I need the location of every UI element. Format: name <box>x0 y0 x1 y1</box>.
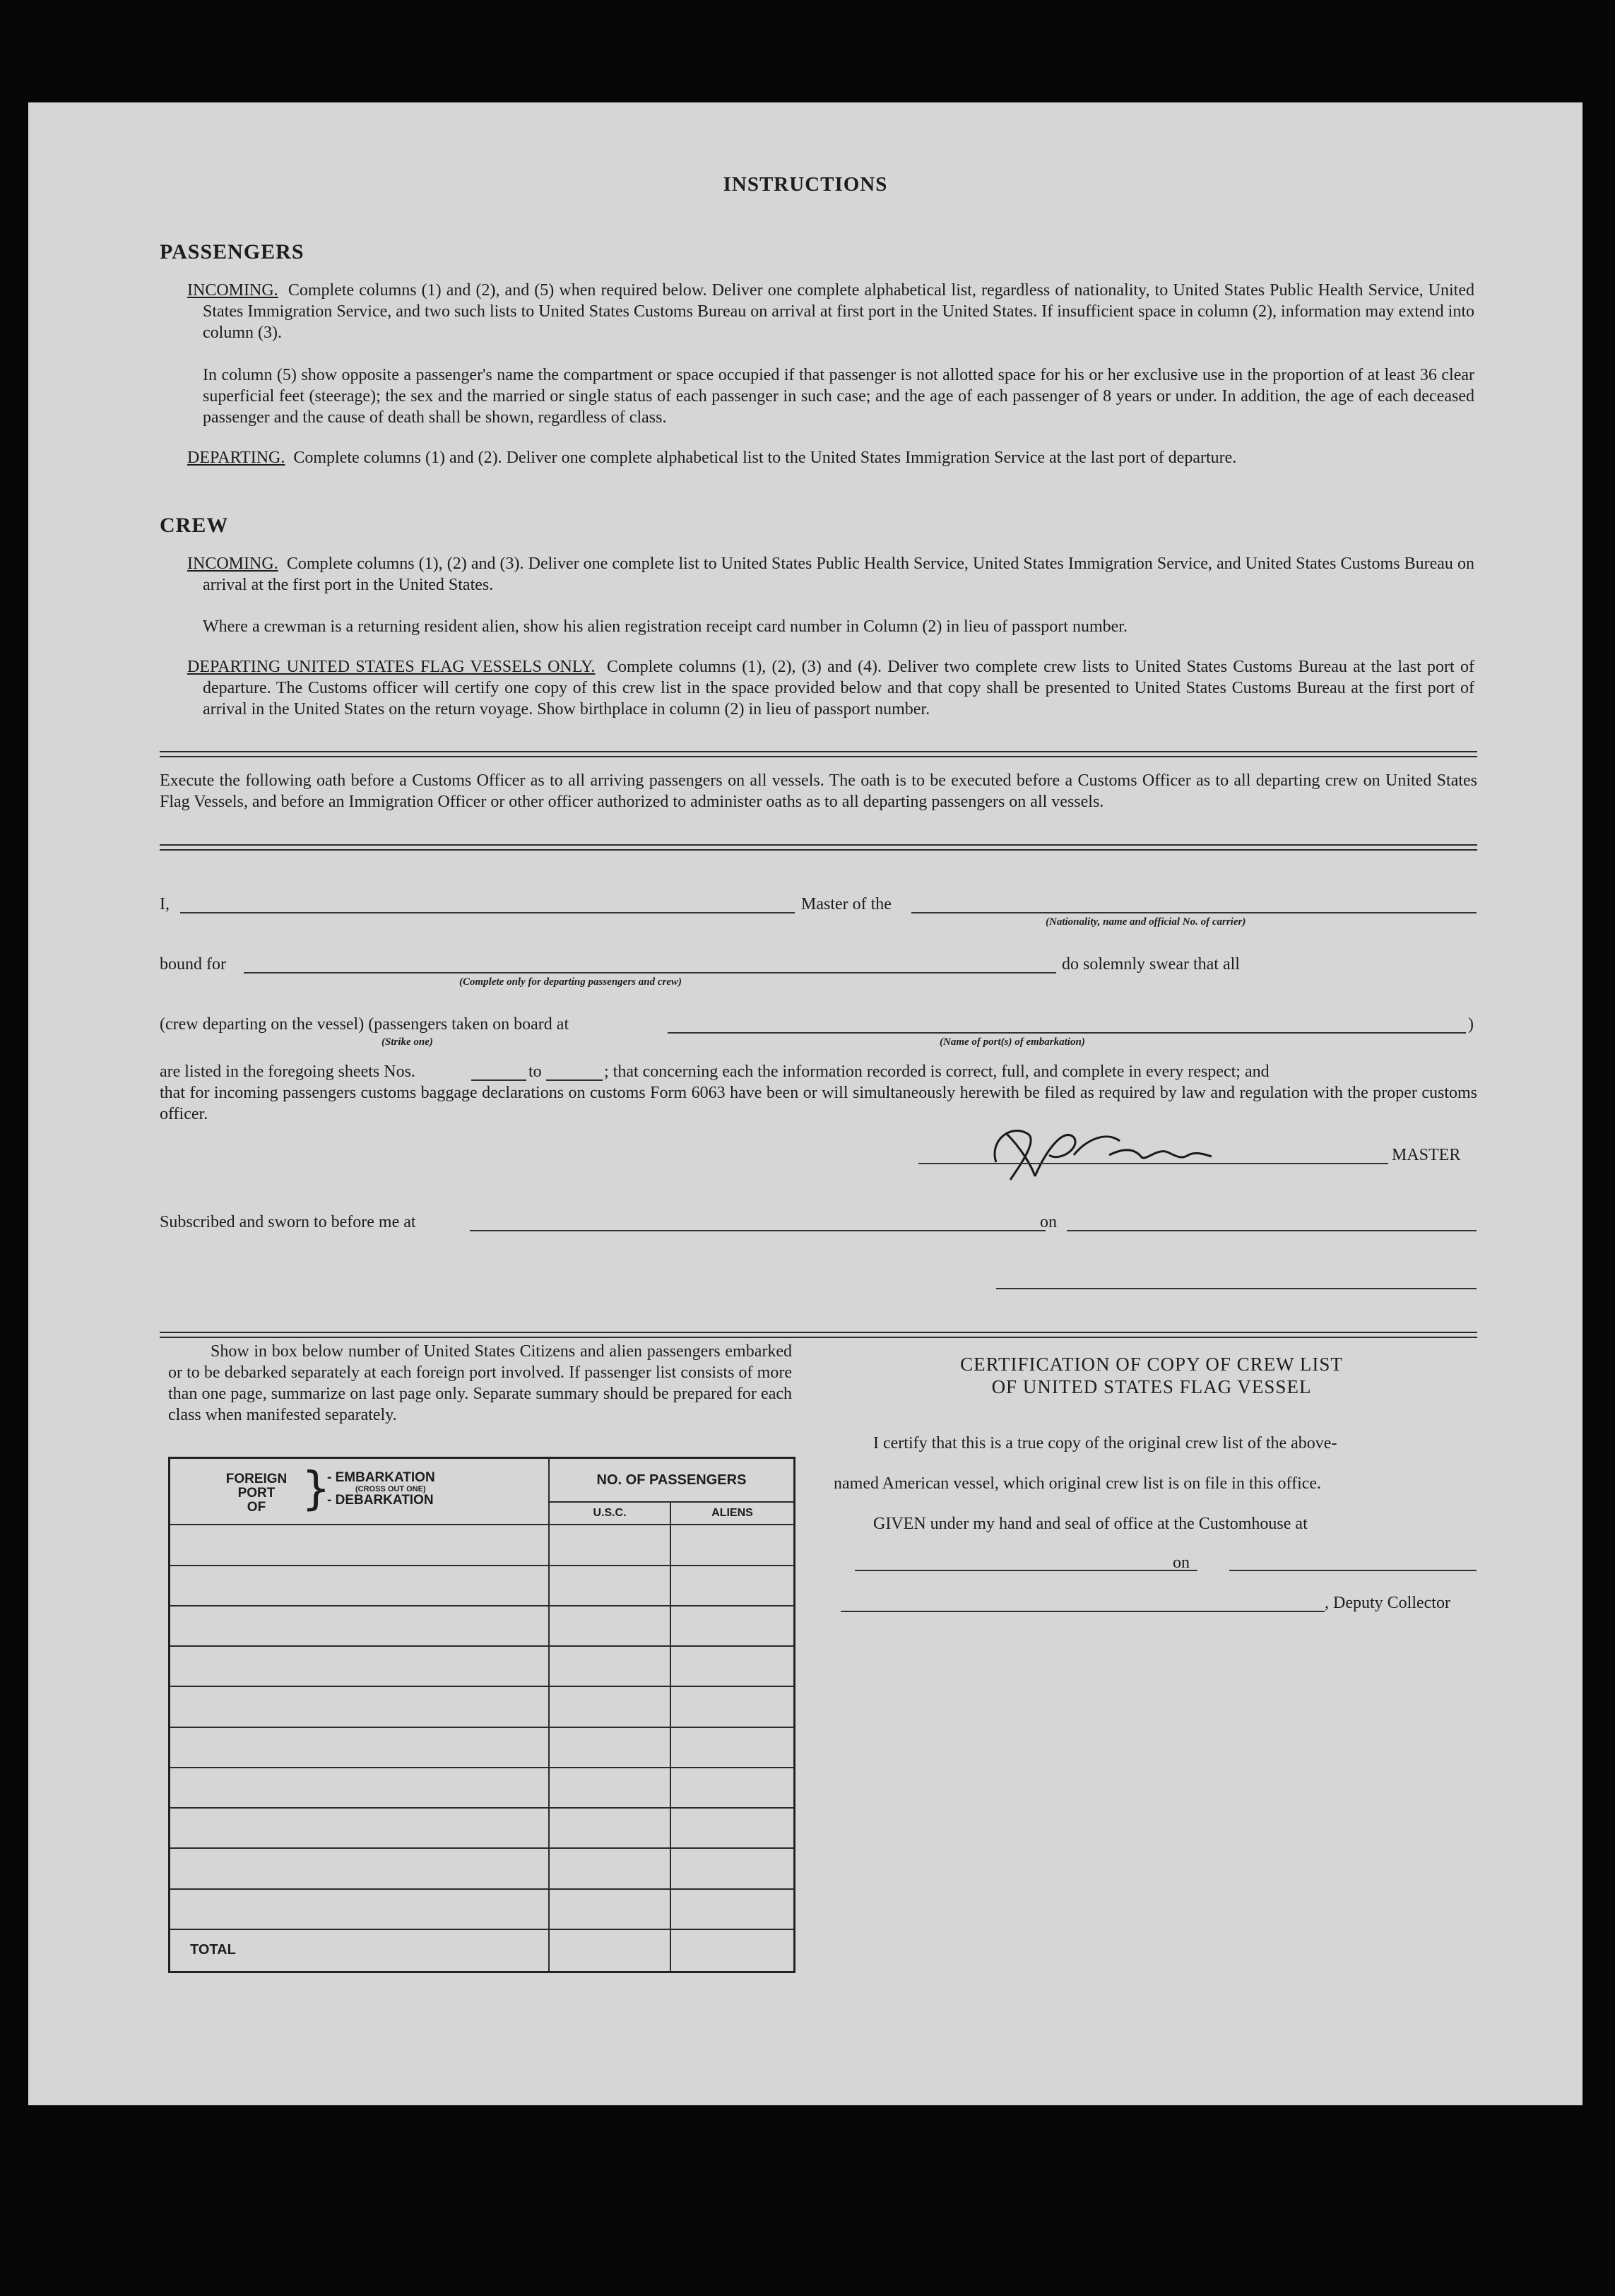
total-label: TOTAL <box>170 1929 550 1972</box>
aliens-cell[interactable] <box>670 1848 795 1888</box>
certification-title <box>827 1353 1477 1398</box>
deputy-collector-label: , Deputy Collector <box>1325 1594 1450 1612</box>
carrier-caption: (Nationality, name and official No. of carrier) <box>1046 916 1246 928</box>
listed-to-label: to <box>528 1063 542 1081</box>
bound-for-label: bound for <box>160 955 226 974</box>
port-cell[interactable] <box>170 1808 550 1848</box>
customhouse-field[interactable] <box>855 1570 1197 1571</box>
cross-out-note: (CROSS OUT ONE) <box>355 1485 426 1494</box>
aliens-cell[interactable] <box>670 1889 795 1929</box>
master-of-label: Master of the <box>801 895 892 913</box>
document-page <box>28 102 1583 2105</box>
sheet-to-field[interactable] <box>546 1079 603 1081</box>
master-signature-line[interactable] <box>918 1163 1388 1164</box>
aliens-cell[interactable] <box>670 1808 795 1848</box>
certify-text-line-2: named American vessel, which original crew list is on file in this office. <box>834 1474 1322 1493</box>
port-header-cell <box>170 1458 550 1525</box>
passengers-departing-text: Complete columns (1) and (2). Deliver one complete alphabetical list to the United States Immigration Service at the last port of departure. <box>293 449 1237 467</box>
swear-label: do solemnly swear that all <box>1062 955 1240 974</box>
certify-text-line-1: I certify that this is a true copy of the original crew list of the above- <box>873 1434 1337 1452</box>
aliens-cell[interactable] <box>670 1525 795 1565</box>
summary-row <box>170 1768 795 1808</box>
sworn-place-field[interactable] <box>470 1230 1046 1231</box>
certification-on-label: on <box>1173 1554 1190 1572</box>
aliens-cell[interactable] <box>670 1768 795 1808</box>
port-cell[interactable] <box>170 1889 550 1929</box>
aliens-cell[interactable] <box>670 1646 795 1686</box>
port-cell[interactable] <box>170 1566 550 1606</box>
bound-for-caption: (Complete only for departing passengers and crew) <box>459 976 682 988</box>
total-usc-cell[interactable] <box>549 1929 670 1972</box>
strike-one-caption: (Strike one) <box>381 1036 433 1048</box>
sworn-date-field[interactable] <box>1067 1230 1477 1231</box>
port-cell[interactable] <box>170 1727 550 1768</box>
officer-signature-line[interactable] <box>996 1288 1477 1289</box>
usc-cell[interactable] <box>549 1525 670 1565</box>
usc-cell[interactable] <box>549 1848 670 1888</box>
master-label: MASTER <box>1392 1146 1461 1164</box>
close-paren: ) <box>1468 1015 1474 1034</box>
debarkation-label: - DEBARKATION <box>327 1493 434 1508</box>
embarkation-port-field[interactable] <box>668 1032 1466 1034</box>
oath-i-label: I, <box>160 895 170 913</box>
port-cell[interactable] <box>170 1606 550 1646</box>
summary-row <box>170 1606 795 1646</box>
port-cell[interactable] <box>170 1848 550 1888</box>
crew-incoming-text: Complete columns (1), (2) and (3). Deliver one complete list to United States Public Health Service, United States Immigration Service, and United States Customs Bureau on arrival at the first port in the United States. <box>203 555 1475 594</box>
sheet-from-field[interactable] <box>471 1079 526 1081</box>
certification-date-field[interactable] <box>1229 1570 1477 1571</box>
summary-row <box>170 1889 795 1929</box>
given-text: GIVEN under my hand and seal of office at the Customhouse at <box>873 1515 1308 1533</box>
page-title: INSTRUCTIONS <box>723 173 888 196</box>
sworn-on-label: on <box>1040 1213 1057 1231</box>
usc-header: U.S.C. <box>549 1502 670 1525</box>
passengers-departing-label: DEPARTING. <box>187 449 285 467</box>
crew-incoming-label: INCOMING. <box>187 555 278 573</box>
crew-departing-label: DEPARTING UNITED STATES FLAG VESSELS ONLY. <box>187 658 596 676</box>
passengers-column5-text: In column (5) show opposite a passenger's name the compartment or space occupied if that passenger is not allotted space for his or her exclusive use in the proportion of at least 36 clear superficial feet (steerage); the sex and the married or single status of each passenger in such case; and the age of each passenger of 8 years or under. In addition, the age of each deceased passenger and the cause of death shall be shown, regardless of class. <box>203 366 1474 427</box>
usc-cell[interactable] <box>549 1727 670 1768</box>
embarkation-label: - EMBARKATION <box>327 1470 435 1486</box>
usc-cell[interactable] <box>549 1606 670 1646</box>
subscribed-label: Subscribed and sworn to before me at <box>160 1213 416 1231</box>
passenger-summary-table <box>168 1457 795 1973</box>
port-cell[interactable] <box>170 1686 550 1727</box>
usc-cell[interactable] <box>549 1768 670 1808</box>
crew-incoming-paragraph <box>187 553 1475 596</box>
summary-row <box>170 1727 795 1768</box>
crew-resident-alien-text: Where a crewman is a returning resident alien, show his alien registration receipt card number in Column (2) in lieu of passport number. <box>203 617 1128 636</box>
summary-row <box>170 1646 795 1686</box>
master-signature <box>968 1113 1236 1190</box>
section-divider <box>160 751 1477 757</box>
summary-row <box>170 1525 795 1565</box>
master-name-field[interactable] <box>180 912 795 913</box>
bound-for-field[interactable] <box>244 972 1056 974</box>
listed-text-end: that for incoming passengers customs baggage declarations on customs Form 6063 have been or will simultaneously herewith be filed as required by law and regulation with the proper customs officer. <box>160 1084 1477 1123</box>
port-cell[interactable] <box>170 1525 550 1565</box>
crew-departing-text: Complete columns (1), (2), (3) and (4). Deliver two complete crew lists to United States Customs Bureau at the last port of departure. The Customs officer will certify one copy of this crew list in the space provided below and that copy shall be presented to United States Customs Bureau at the first port of arrival in the United States on the return voyage. Show birthplace in column (2) in lieu of passport number. <box>203 658 1474 718</box>
aliens-cell[interactable] <box>670 1727 795 1768</box>
carrier-field[interactable] <box>911 912 1477 913</box>
passengers-departing-paragraph <box>187 447 1474 468</box>
section-divider <box>160 1332 1477 1338</box>
crew-heading: CREW <box>160 514 229 537</box>
deputy-signature-line[interactable] <box>841 1611 1325 1612</box>
port-caption: (Name of port(s) of embarkation) <box>940 1036 1085 1048</box>
usc-cell[interactable] <box>549 1646 670 1686</box>
oath-instructions: Execute the following oath before a Customs Officer as to all arriving passengers on all vessels. The oath is to be executed before a Customs Officer as to all departing crew on United States Flag Vessels, and before an Immigration Officer or other officer authorized to administer oaths as to all departing passengers on all vessels. <box>160 771 1477 811</box>
listed-text-start: are listed in the foregoing sheets Nos. <box>160 1063 415 1081</box>
summary-row <box>170 1848 795 1888</box>
passengers-incoming-label: INCOMING. <box>187 281 278 300</box>
port-cell[interactable] <box>170 1768 550 1808</box>
section-divider <box>160 844 1477 851</box>
summary-row <box>170 1686 795 1727</box>
crew-departing-paragraph <box>187 656 1474 720</box>
port-cell[interactable] <box>170 1646 550 1686</box>
certification-title-line-2: OF UNITED STATES FLAG VESSEL <box>991 1376 1312 1397</box>
foreign-label: FOREIGN <box>225 1472 288 1487</box>
brace-glyph: } <box>302 1463 331 1516</box>
summary-row <box>170 1808 795 1848</box>
aliens-header: ALIENS <box>670 1502 795 1525</box>
of-label: OF <box>247 1500 266 1515</box>
aliens-cell[interactable] <box>670 1686 795 1727</box>
passengers-incoming-paragraph <box>187 280 1474 343</box>
vessel-label: (crew departing on the vessel) (passengers taken on board at <box>160 1015 569 1034</box>
usc-cell[interactable] <box>549 1889 670 1929</box>
port-label: PORT <box>237 1486 276 1501</box>
total-aliens-cell[interactable] <box>670 1929 795 1972</box>
usc-cell[interactable] <box>549 1808 670 1848</box>
certification-title-line-1: CERTIFICATION OF COPY OF CREW LIST <box>960 1354 1343 1375</box>
passengers-heading: PASSENGERS <box>160 240 304 264</box>
aliens-cell[interactable] <box>670 1606 795 1646</box>
summary-row <box>170 1566 795 1606</box>
usc-cell[interactable] <box>549 1566 670 1606</box>
passengers-incoming-text: Complete columns (1) and (2), and (5) when required below. Deliver one complete alphabetical list, regardless of nationality, to United States Public Health Service, United States Immigration Service, and two such lists to United States Customs Bureau on arrival at first port in the United States. If insufficient space in column (2), information may extend into column (3). <box>203 281 1475 342</box>
aliens-cell[interactable] <box>670 1566 795 1606</box>
listed-text-middle: ; that concerning each the information recorded is correct, full, and complete in every respect; and <box>604 1063 1270 1081</box>
no-of-passengers-header: NO. OF PASSENGERS <box>549 1458 795 1503</box>
summary-instructions: Show in box below number of United States Citizens and alien passengers embarked or to be debarked separately at each foreign port involved. If passenger list consists of more than one page, summarize on last page only. Separate summary should be prepared for each class when manifested separately. <box>168 1342 792 1424</box>
usc-cell[interactable] <box>549 1686 670 1727</box>
